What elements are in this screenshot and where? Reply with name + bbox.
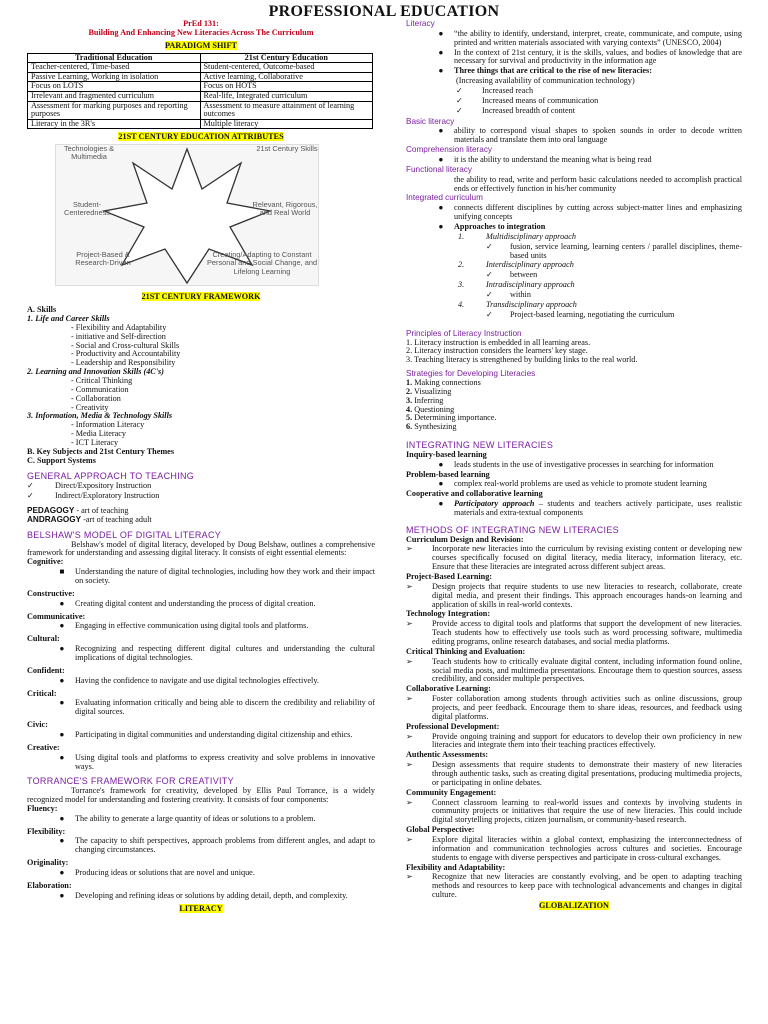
- element-text: Using digital tools and platforms to express creativity and solve problems in innovative ways.: [75, 752, 375, 771]
- list-item: [406, 97, 742, 106]
- list-item: [406, 301, 742, 310]
- strategy-text: Determining importance.: [412, 413, 497, 423]
- bullet-icon: ●: [59, 729, 65, 739]
- element-text: Producing ideas or solutions that are novel and unique.: [75, 868, 255, 878]
- general-approach-heading: GENERAL APPROACH TO TEACHING: [27, 470, 195, 481]
- method-name: Collaborative Learning:: [406, 684, 491, 694]
- key-subjects: B. Key Subjects and 21st Century Themes: [27, 446, 175, 456]
- method-name: Community Engagement:: [406, 787, 497, 797]
- method-name: Project-Based Learning:: [406, 571, 493, 581]
- list-item: [406, 311, 742, 320]
- strategies-heading: Strategies for Developing Literacies: [406, 369, 536, 379]
- framework-item: - Leadership and Responsibility: [71, 358, 176, 368]
- framework-item: - Information Literacy: [71, 420, 145, 430]
- principle-item: 3. Teaching literacy is strengthened by building links to the real world.: [406, 355, 638, 365]
- method-name: Global Perspective:: [406, 825, 475, 835]
- method-name: Professional Development:: [406, 721, 500, 731]
- list-item: [27, 699, 375, 717]
- integrated-curriculum-text: connects different disciplines by cutting across subject-matter lines and emphasizing unifying concepts: [454, 203, 742, 222]
- comprehension-literacy-heading: Comprehension literacy: [406, 145, 493, 155]
- torrance-intro: Torrance's framework for creativity, developed by Ellis Paul Torrance, is a widely recognized model for understanding and fostering creativity. It consists of four components:: [27, 786, 375, 804]
- bullet-icon: ●: [438, 126, 444, 136]
- participatory-text: – students and teachers actively participate, uses realistic materials and extra-textual components: [454, 499, 742, 517]
- element-text: Having the confidence to navigate and use digital technologies effectively.: [75, 675, 319, 685]
- approach-detail: fusion, service learning, learning centers / parallel disciplines, theme-based units: [510, 241, 742, 260]
- list-item: [27, 600, 375, 609]
- check-icon: ✓: [27, 491, 34, 501]
- list-item: [27, 622, 375, 631]
- bullet-icon: ●: [438, 479, 444, 489]
- list-item: [27, 677, 375, 686]
- functional-literacy-text: the ability to read, write and perform basic calculations needed to accomplish practical ends or effectively function in his/her community: [454, 174, 742, 193]
- list-item: [406, 583, 742, 610]
- attr-student-centeredness: Student-Centeredness: [63, 200, 110, 218]
- approach-number: 4.: [458, 299, 465, 309]
- approach-number: 3.: [458, 280, 465, 290]
- framework-heading: 21ST CENTURY FRAMEWORK: [141, 292, 261, 302]
- table-cell-traditional: Focus on LOTS: [28, 82, 201, 92]
- right-column: [406, 20, 742, 1022]
- arrow-bullet-icon: ➢: [406, 760, 413, 770]
- element-text: Developing and refining ideas or solutions by adding detail, depth, and complexity.: [75, 890, 348, 900]
- method-text: Teach students how to critically evaluate digital content, including information found online, social media posts, and multimedia presentations. Encourage them to question sources, assess credibility, and consider multiple perspectives.: [432, 656, 742, 684]
- element-text: Recognizing and respecting different digital cultures and understanding the cultural implications of digital technologies.: [75, 644, 375, 662]
- literacy-check-item: Increased breadth of content: [482, 105, 575, 115]
- check-icon: ✓: [486, 270, 493, 280]
- problem-heading: Problem-based learning: [406, 469, 490, 479]
- bullet-icon: ●: [438, 203, 444, 213]
- life-career-heading: 1. Life and Career Skills: [27, 314, 110, 324]
- list-item: [27, 731, 375, 740]
- methods-heading: METHODS OF INTEGRATING NEW LITERACIES: [406, 524, 619, 535]
- approach-name: Intradisciplinary approach: [486, 280, 575, 290]
- pedagogy-term: PEDAGOGY: [27, 506, 75, 516]
- page-title: PROFESSIONAL EDUCATION: [268, 3, 500, 20]
- strategy-text: Visualizing: [412, 386, 452, 396]
- problem-text: complex real-world problems are used as vehicle to promote student learning: [454, 479, 707, 489]
- strategy-item: [406, 388, 742, 397]
- attributes-diagram: [55, 144, 319, 286]
- literacy-three-things: Three things that are critical to the rise of new literacies:: [454, 66, 652, 76]
- element-text: Understanding the nature of digital technologies, including how they work and their impact on society.: [75, 567, 375, 585]
- element-name: Constructive:: [27, 588, 75, 598]
- arrow-bullet-icon: ➢: [406, 797, 413, 807]
- framework-item: - Critical Thinking: [71, 376, 133, 386]
- element-name: Communicative:: [27, 611, 86, 621]
- framework-item: - Media Literacy: [71, 429, 127, 439]
- approach-item: Direct/Expository Instruction: [55, 481, 152, 491]
- list-item: [406, 87, 742, 96]
- bullet-icon: ●: [59, 836, 65, 846]
- approach-detail: between: [510, 270, 538, 280]
- table-cell-21st: Assessment to measure attainment of learning outcomes: [200, 101, 373, 119]
- check-icon: ✓: [486, 241, 493, 251]
- table-cell-21st: Active learning, Collaborative: [200, 72, 373, 82]
- list-item: [406, 695, 742, 722]
- bullet-icon: ●: [59, 752, 65, 762]
- list-item: [27, 568, 375, 586]
- bullet-icon: ●: [59, 698, 65, 708]
- method-text: Foster collaboration among students through activities such as online discussions, group projects, and peer feedback. Encourage them to share ideas, resources, and feedback using digital platforms.: [432, 694, 742, 721]
- literacy-check-item: Increased reach: [482, 86, 534, 96]
- table-cell-traditional: Irrelevant and fragmented curriculum: [28, 92, 201, 102]
- method-text: Design assessments that require students to demonstrate their mastery of new literacies through authentic tasks, such as creating digital presentations, producing multimedia projects, or participating in online debates.: [432, 760, 742, 787]
- approach-name: Transdisciplinary approach: [486, 299, 577, 309]
- strategy-number: 1.: [406, 377, 413, 387]
- table-cell-21st: Real-life, Integrated curriculum: [200, 92, 373, 102]
- basic-literacy-text: ability to correspond visual shapes to spoken sounds in order to decode written materials and translate them into oral language: [454, 126, 742, 145]
- element-name: Critical:: [27, 688, 57, 698]
- strategy-number: 6.: [406, 422, 413, 432]
- element-name: Flexibility:: [27, 826, 66, 836]
- bullet-icon: ●: [438, 222, 444, 232]
- list-item: [406, 620, 742, 647]
- table-row: [28, 119, 373, 129]
- support-systems: C. Support Systems: [27, 455, 96, 465]
- element-name: Civic:: [27, 720, 48, 730]
- method-name: Curriculum Design and Revision:: [406, 534, 524, 544]
- strategy-number: 5.: [406, 413, 413, 423]
- list-item: [406, 107, 742, 116]
- approaches-heading: Approaches to integration: [454, 222, 546, 232]
- bullet-icon: ●: [438, 28, 444, 38]
- pedagogy-definition: - art of teaching: [74, 506, 129, 516]
- list-item: [406, 873, 742, 900]
- course-subtitle: Building And Enhancing New Literacies Across The Curriculum: [88, 27, 314, 37]
- bullet-icon: ●: [59, 644, 65, 654]
- table-cell-traditional: Passive Learning, Working in isolation: [28, 72, 201, 82]
- element-name: Creative:: [27, 742, 60, 752]
- torrance-heading: TORRANCE'S FRAMEWORK FOR CREATIVITY: [27, 776, 234, 787]
- attr-project-based: Project-Based & Research-Driven: [75, 250, 131, 268]
- bullet-icon: ●: [438, 66, 444, 76]
- approach-item: Indirect/Exploratory Instruction: [55, 491, 160, 501]
- approach-number: 1.: [458, 231, 465, 241]
- attr-21st-skills: 21st Century Skills: [256, 144, 318, 154]
- paradigm-shift-heading: PARADIGM SHIFT: [165, 40, 237, 50]
- check-icon: ✓: [27, 481, 34, 491]
- method-text: Explore digital literacies within a global context, emphasizing the interconnectedness of information and communication technologies across cultures and societies. Encourage students to engage with diverse perspectives and participate in cross-cultural exchanges.: [432, 835, 742, 862]
- literacy-three-things-sub: (Increasing availability of communication technology): [456, 76, 635, 86]
- attr-technologies: Technologies & Multimedia: [63, 144, 115, 162]
- left-column: [27, 20, 375, 1022]
- list-item: [406, 271, 742, 280]
- table-header-21st: 21st Century Education: [200, 53, 373, 63]
- integrating-heading: INTEGRATING NEW LITERACIES: [406, 440, 554, 451]
- list-item: [406, 261, 742, 270]
- literacy-context: In the context of 21st century, it is the skills, values, and bodies of knowledge that are necessary for survival and productivity in the information age: [454, 47, 742, 66]
- list-item: [27, 754, 375, 772]
- framework-item: - Flexibility and Adaptability: [71, 322, 167, 332]
- framework-item: - Social and Cross-cultural Skills: [71, 340, 180, 350]
- literacy-footer-heading: LITERACY: [179, 903, 223, 913]
- principle-item: 2. Literacy instruction considers the learners' key stage.: [406, 346, 588, 356]
- list-item: [27, 892, 375, 901]
- belshaw-intro: Belshaw's model of digital literacy, developed by Doug Belshaw, outlines a comprehensive framework for understanding and assessing digital literacy. It consists of eight essential elements:: [27, 539, 375, 558]
- table-row: [28, 92, 373, 102]
- approach-name: Multidisciplinary approach: [486, 231, 576, 241]
- table-row: [28, 101, 373, 119]
- bullet-icon: ●: [438, 499, 444, 509]
- course-code: PrEd 131:: [183, 20, 219, 28]
- bullet-icon: ●: [59, 868, 65, 878]
- check-icon: ✓: [456, 86, 463, 96]
- table-cell-21st: Multiple literacy: [200, 119, 373, 129]
- integrated-curriculum-heading: Integrated curriculum: [406, 193, 483, 203]
- bullet-icon: ●: [59, 598, 65, 608]
- arrow-bullet-icon: ➢: [406, 581, 413, 591]
- belshaw-heading: BELSHAW'S MODEL OF DIGITAL LITERACY: [27, 529, 222, 540]
- attr-relevant: Relevant, Rigorous, and Real World: [252, 200, 318, 218]
- method-text: Design projects that require students to use new literacies to research, collaborate, create digital media, and present their findings. This approach encourages hands-on learning and application of skills in real-world contexts.: [432, 581, 742, 609]
- element-name: Confident:: [27, 665, 65, 675]
- cooperative-heading: Cooperative and collaborative learning: [406, 489, 543, 499]
- list-item: [27, 645, 375, 663]
- approach-name: Interdisciplinary approach: [486, 260, 574, 270]
- method-text: Incorporate new literacies into the curriculum by revising existing content or developing new courses specifically focused on digital literacy, media literacy, information literacy, etc. Ensure that these literacies are integrated across different subject areas.: [432, 544, 742, 572]
- list-item: [406, 658, 742, 685]
- arrow-bullet-icon: ➢: [406, 835, 413, 845]
- strategy-number: 4.: [406, 404, 413, 414]
- element-name: Cognitive:: [27, 557, 64, 567]
- check-icon: ✓: [456, 95, 463, 105]
- attr-creating-adapting: Creating/Adapting to Constant Personal and Social Change, and Lifelong Learning: [206, 250, 318, 276]
- arrow-bullet-icon: ➢: [406, 872, 413, 882]
- framework-item: - Creativity: [71, 402, 109, 412]
- strategy-number: 2.: [406, 386, 413, 396]
- method-text: Connect classroom learning to real-world issues and contexts by involving students in community projects or initiatives that require the use of new literacies. This could include digital storytelling projects, citizen journalism, or community-based research.: [432, 797, 742, 825]
- strategy-item: [406, 379, 742, 388]
- inquiry-heading: Inquiry-based learning: [406, 449, 487, 459]
- check-icon: ✓: [486, 290, 493, 300]
- strategy-item: [406, 397, 742, 406]
- globalization-footer-heading: GLOBALIZATION: [539, 901, 609, 911]
- method-name: Critical Thinking and Evaluation:: [406, 646, 526, 656]
- list-item: [27, 492, 375, 501]
- list-item: [27, 869, 375, 878]
- arrow-bullet-icon: ➢: [406, 619, 413, 629]
- list-item: [406, 733, 742, 751]
- method-text: Recognize that new literacies are constantly evolving, and be open to adapting teaching methods and resources to keep pace with technological advancements and changes in digital culture.: [432, 872, 742, 900]
- arrow-bullet-icon: ➢: [406, 731, 413, 741]
- framework-item: - initiative and Self-direction: [71, 331, 166, 341]
- strategy-text: Making connections: [412, 377, 481, 387]
- literacy-check-item: Increased means of communication: [482, 95, 599, 105]
- table-cell-21st: Student-centered, Outcome-based: [200, 63, 373, 73]
- element-text: Participating in digital communities and understanding digital citizenship and ethics.: [75, 729, 353, 739]
- bullet-icon: ●: [59, 675, 65, 685]
- literacy-definition: “the ability to identify, understand, interpret, create, communicate, and compute, using printed and written materials associated with varying contexts” (UNESCO, 2004): [454, 28, 742, 47]
- basic-literacy-heading: Basic literacy: [406, 116, 455, 126]
- andragogy-term: ANDRAGOGY: [27, 514, 82, 524]
- list-item: [406, 799, 742, 826]
- element-name: Elaboration:: [27, 880, 72, 890]
- method-name: Flexibility and Adaptability:: [406, 862, 506, 872]
- list-item: [27, 837, 375, 855]
- method-name: Authentic Assessments:: [406, 750, 489, 760]
- list-item: [406, 836, 742, 863]
- element-name: Fluency:: [27, 803, 58, 813]
- literacy-heading: Literacy: [406, 20, 435, 28]
- element-name: Cultural:: [27, 634, 60, 644]
- strategy-item: [406, 423, 742, 432]
- element-text: Creating digital content and understanding the process of digital creation.: [75, 598, 316, 608]
- principles-heading: Principles of Literacy Instruction: [406, 328, 522, 338]
- paradigm-shift-table: [27, 53, 373, 130]
- andragogy-definition: -art of teaching adult: [81, 514, 152, 524]
- table-header-traditional: Traditional Education: [28, 53, 201, 63]
- table-cell-traditional: Literacy in the 3R's: [28, 119, 201, 129]
- framework-item: - ICT Literacy: [71, 438, 119, 448]
- bullet-icon: ●: [438, 47, 444, 57]
- approach-detail: within: [510, 290, 531, 300]
- table-cell-21st: Focus on HOTS: [200, 82, 373, 92]
- skills-heading: A. Skills: [27, 305, 57, 315]
- framework-item: - Collaboration: [71, 393, 121, 403]
- principle-item: 1. Literacy instruction is embedded in all learning areas.: [406, 337, 591, 347]
- framework-item: - Productivity and Accountability: [71, 349, 181, 359]
- check-icon: ✓: [456, 105, 463, 115]
- arrow-bullet-icon: ➢: [406, 656, 413, 666]
- attributes-heading: 21ST CENTURY EDUCATION ATTRIBUTES: [118, 132, 284, 142]
- list-item: [27, 482, 375, 491]
- bullet-icon: ●: [438, 459, 444, 469]
- method-text: Provide access to digital tools and platforms that support the development of new literacies. Teach students how to effectively use tools such as word processing software, multimedia editing programs, online research databases, and social media platforms.: [432, 619, 742, 646]
- comprehension-literacy-text: it is the ability to understand the meaning what is being read: [454, 155, 652, 165]
- functional-literacy-heading: Functional literacy: [406, 164, 472, 174]
- list-item: [406, 545, 742, 572]
- element-text: Evaluating information critically and being able to discern the credibility and reliability of digital sources.: [75, 698, 375, 717]
- list-item: [406, 761, 742, 788]
- element-text: Engaging in effective communication using digital tools and platforms.: [75, 621, 309, 631]
- strategy-number: 3.: [406, 395, 413, 405]
- bullet-icon: ●: [59, 890, 65, 900]
- bullet-icon: ●: [438, 155, 444, 165]
- arrow-bullet-icon: ➢: [406, 694, 413, 704]
- check-icon: ✓: [486, 309, 493, 319]
- approach-detail: Project-based learning, negotiating the curriculum: [510, 309, 675, 319]
- element-text: The ability to generate a large quantity of ideas or solutions to a problem.: [75, 813, 316, 823]
- method-name: Technology Integration:: [406, 609, 491, 619]
- element-text: The capacity to shift perspectives, approach problems from different angles, and adapt to changing circumstances.: [75, 836, 375, 855]
- arrow-bullet-icon: ➢: [406, 544, 413, 554]
- learning-innovation-heading: 2. Learning and Innovation Skills (4C's): [27, 367, 164, 377]
- table-row: [28, 63, 373, 73]
- square-bullet-icon: ■: [59, 567, 65, 577]
- list-item: [406, 233, 742, 242]
- info-media-heading: 3. Information, Media & Technology Skills: [27, 411, 173, 421]
- inquiry-text: leads students in the use of investigative processes in searching for information: [454, 459, 714, 469]
- bullet-icon: ●: [59, 813, 65, 823]
- bullet-icon: ●: [59, 621, 65, 631]
- list-item: [27, 815, 375, 824]
- framework-item: - Communication: [71, 384, 129, 394]
- table-cell-traditional: Teacher-centered, Time-based: [28, 63, 201, 73]
- list-item: [406, 281, 742, 290]
- strategy-text: Synthesizing: [412, 422, 457, 432]
- participatory-term: Participatory approach: [454, 499, 535, 509]
- list-item: [406, 243, 742, 261]
- method-text: Provide ongoing training and support for educators to develop their own proficiency in new literacies and integrate them into their teaching practices effectively.: [432, 731, 742, 750]
- approach-number: 2.: [458, 260, 465, 270]
- strategy-text: Questioning: [412, 404, 455, 414]
- table-cell-traditional: Assessment for marking purposes and reporting purposes: [28, 101, 201, 119]
- element-name: Originality:: [27, 858, 69, 868]
- strategy-text: Inferring: [412, 395, 444, 405]
- list-item: [406, 291, 742, 300]
